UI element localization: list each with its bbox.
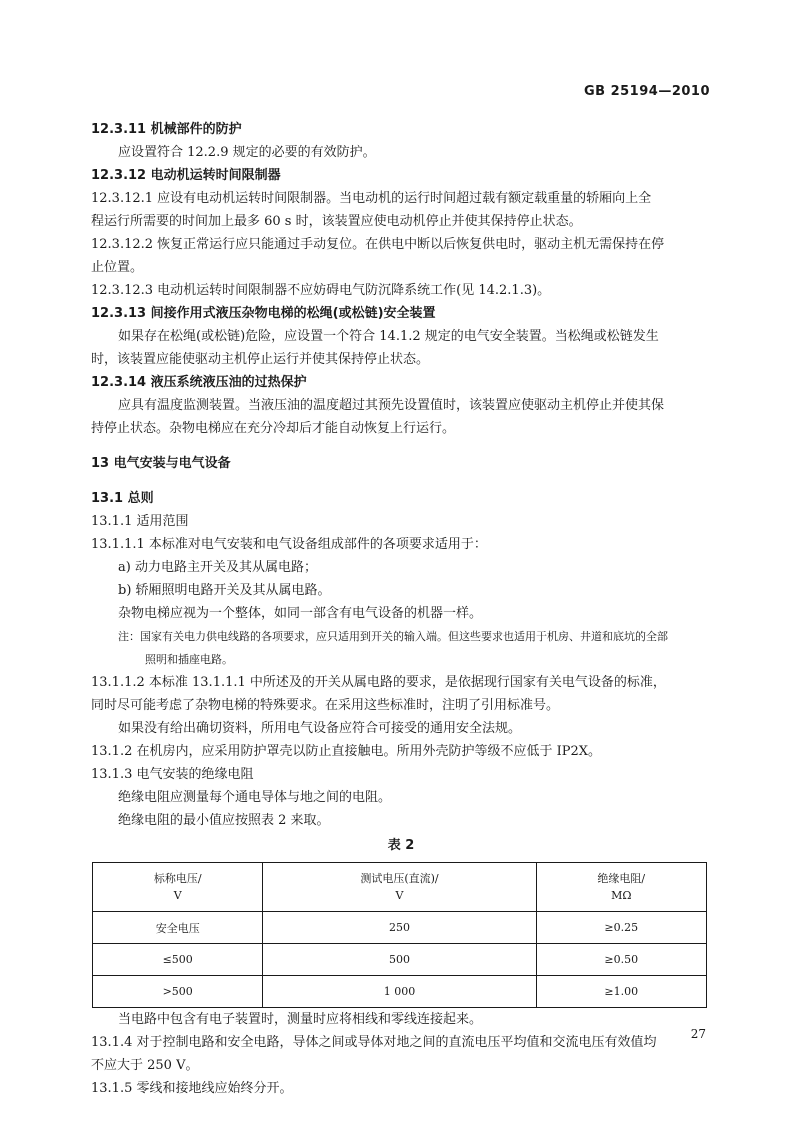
table-cell: ≥1.00 [536,976,706,1008]
body-text-after-table [91,1008,711,1100]
document-body [91,118,711,1100]
paragraph-line: 13.1.1.2 本标准 13.1.1.1 中所述及的开关从属电路的要求，是依据现行国家有关电气设备的标准， [91,675,666,690]
header-insulation-resistance: 绝缘电阻/ MΩ [536,863,706,912]
paragraph-line: 12.3.12.1 应设有电动机运转时间限制器。当电动机的运行时间超过载有额定载重量的轿厢向上全 [91,191,652,206]
table-row [93,976,707,1008]
note-text: 照明和插座电路。 [145,653,233,666]
table-cell: ≥0.50 [536,944,706,976]
paragraph-line: 13.1.4 对于控制电路和安全电路，导体之间或导体对地之间的直流电压平均值和交流电压有效值均 [91,1035,657,1050]
table-row [93,912,707,944]
header-nominal-voltage: 标称电压/ V [93,863,263,912]
paragraph-line: 当电路中包含有电子装置时，测量时应将相线和零线连接起来。 [118,1012,483,1027]
note-text: 注：国家有关电力供电线路的各项要求，应只适用到开关的输入端。但这些要求也适用于机房、井道和底坑的全部 [118,630,668,643]
paragraph-line: 不应大于 250 V。 [91,1058,199,1073]
paragraph-line: a) 动力电路主开关及其从属电路； [118,560,317,575]
table-cell: 500 [263,944,536,976]
paragraph-line: 杂物电梯应视为一个整体，如同一部含有电气设备的机器一样。 [118,606,483,621]
paragraph-line: 13.1.2 在机房内，应采用防护罩壳以防止直接触电。所用外壳防护等级不应低于 IP2X。 [91,744,602,759]
header-test-voltage: 测试电压(直流)/ V [263,863,536,912]
paragraph-line: 应设置符合 12.2.9 规定的必要的有效防护。 [118,145,376,160]
paragraph-line: 应具有温度监测装置。当液压油的温度超过其预先设置值时，该装置应使驱动主机停止并使其保 [118,398,665,413]
paragraph-line: 持停止状态。杂物电梯应在充分冷却后才能自动恢复上行运行。 [91,421,456,436]
body-text-before-table [91,118,711,832]
section-spacer [91,475,711,487]
paragraph-line: 12.3.12.3 电动机运转时间限制器不应妨碍电气防沉降系统工作(见 14.2.1.3)。 [91,283,551,298]
paragraph-line: 止位置。 [91,260,144,275]
section-heading: 13 电气安装与电气设备 [91,456,231,471]
paragraph-line: 程运行所需要的时间加上最多 60 s 时，该装置应使电动机停止并使其保持停止状态。 [91,214,582,229]
section-heading: 12.3.13 间接作用式液压杂物电梯的松绳(或松链)安全装置 [91,306,436,321]
table-row [93,944,707,976]
paragraph-line: 13.1.1.1 本标准对电气安装和电气设备组成部件的各项要求适用于： [91,537,487,552]
paragraph-line: 时，该装置应能使驱动主机停止运行并使其保持停止状态。 [91,352,430,367]
paragraph-line: 12.3.12.2 恢复正常运行应只能通过手动复位。在供电中断以后恢复供电时，驱动主机无需保持在停 [91,237,665,252]
table-cell: 250 [263,912,536,944]
document-code-header: GB 25194—2010 [583,84,710,99]
paragraph-line: 绝缘电阻应测量每个通电导体与地之间的电阻。 [118,790,392,805]
paragraph-line: 如果存在松绳(或松链)危险，应设置一个符合 14.1.2 规定的电气安全装置。当松绳或松链发生 [118,329,659,344]
table-cell: 安全电压 [93,912,263,944]
table-cell: ≥0.25 [536,912,706,944]
section-heading: 12.3.11 机械部件的防护 [91,122,242,137]
insulation-resistance-table [92,862,707,1008]
section-heading: 12.3.14 液压系统液压油的过热保护 [91,375,307,390]
table-cell: >500 [93,976,263,1008]
table-cell: 1 000 [263,976,536,1008]
section-heading: 12.3.12 电动机运转时间限制器 [91,168,281,183]
paragraph-line: 13.1.5 零线和接地线应始终分开。 [91,1081,293,1096]
paragraph-line: 绝缘电阻的最小值应按照表 2 来取。 [118,813,330,828]
table-header-row [93,863,707,912]
table-caption: 表 2 [387,838,415,853]
page-number: 27 [690,1027,706,1041]
section-heading: 13.1 总则 [91,491,154,506]
paragraph-line: 13.1.1 适用范围 [91,514,189,529]
paragraph-line: 如果没有给出确切资料，所用电气设备应符合可接受的通用安全法规。 [118,721,522,736]
paragraph-line: b) 轿厢照明电路开关及其从属电路。 [118,583,331,598]
paragraph-line: 13.1.3 电气安装的绝缘电阻 [91,767,254,782]
paragraph-line: 同时尽可能考虑了杂物电梯的特殊要求。在采用这些标准时，注明了引用标准号。 [91,698,560,713]
section-spacer [91,440,711,452]
table-cell: ≤500 [93,944,263,976]
